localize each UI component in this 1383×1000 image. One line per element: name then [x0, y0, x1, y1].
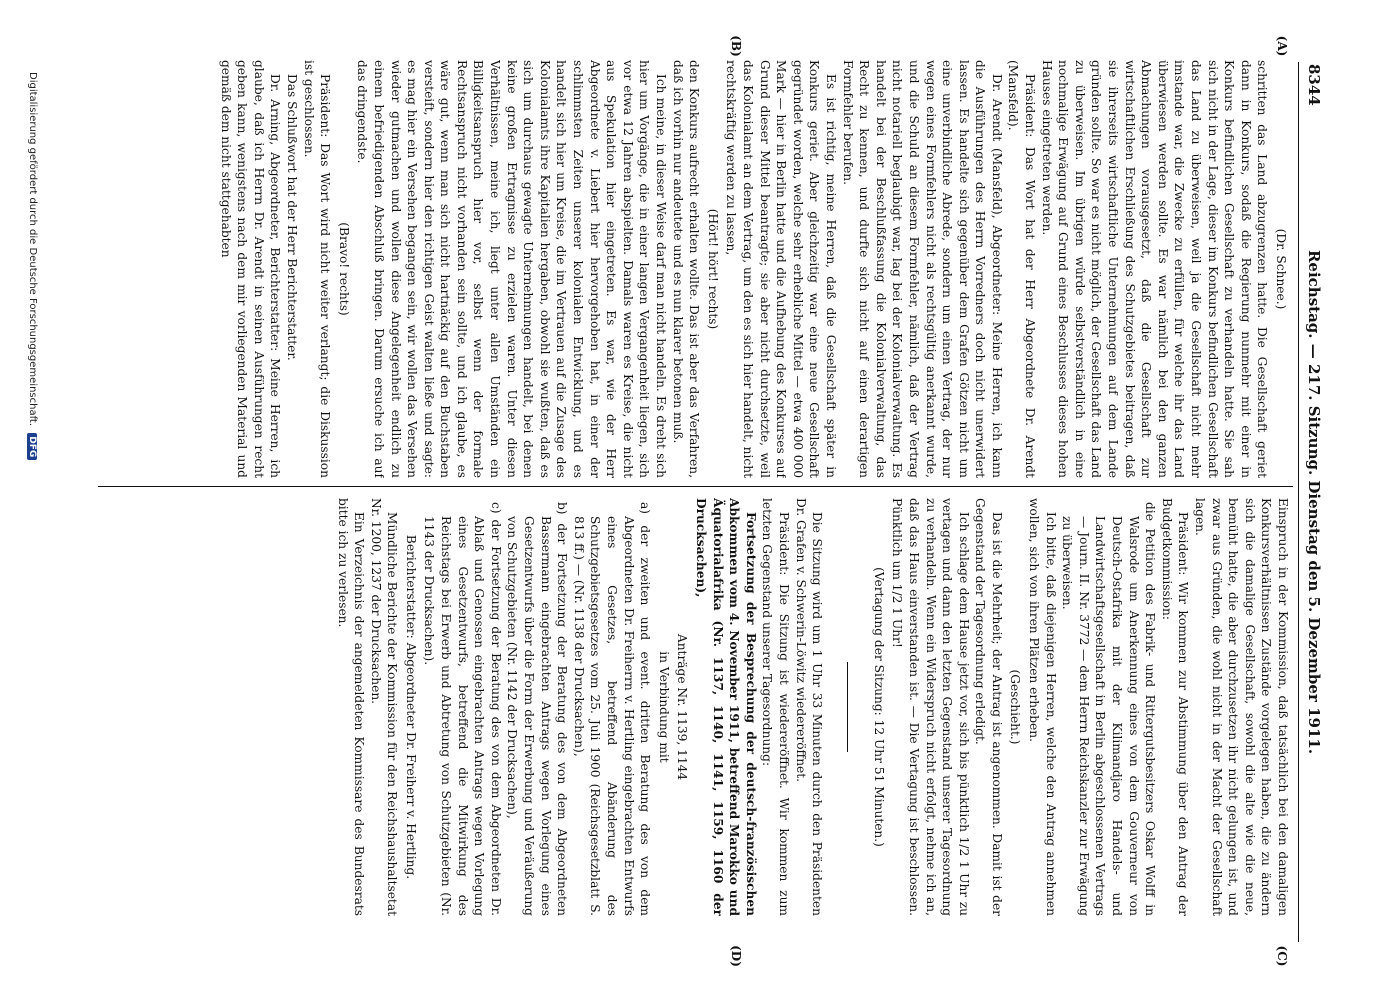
paragraph: Ich meine, in dieser Weise darf man nicht handeln. Es dreht sich hier um Vorgänge, die in einer langen Vergangenheit liegen, sich vor etwa 12 Jahren abspielten. Damals waren es Kreise, die nicht aus Spekulation hier eingetreten. Es war, wie der Herr Abgeordnete v. Liebert hier hervorgehoben hat, in einer der schlimmsten Zeiten unserer kolonialen Entwicklung, und es handelt sich hier um Kreise, die im Vertrauen auf die Zusage des Kolonialamts ihre Kapitalien hergaben, obwohl sie wußten, daß es sich um durchaus gewagte Unternehmungen handelt, bei denen keine großen Ertragnisse zu erzielen waren. Unter diesen Verhältnissen, meine ich, liegt unter allen Umständen ein Billigkeitsanspruch hier vor, selbst wenn der formale Rechtsanspruch nicht vorhanden sein sollte, und ich glaube, es wäre gut, wenn man sich nicht hartnäckig auf den Buchstaben versteift, sondern hier den richtigen Geist walten ließe und sagte: es mag hier ein Versehen begangen sein, wir wollen das Versehen wieder gutmachen und wollen diese Angelegenheit endlich zu einem befriedigenden Abschluß bringen. Darum ersuche ich auf das dringendste.	[355, 60, 669, 478]
agenda-subitem-c: c) der Fortsetzung der Beratung des von dem Abgeordneten Dr. Ablaß und Genossen eingebrachten Antrags wegen Vorlegung eines Gesetzentwurfs, betreffend die Mitwirkung des Reichstags bei Erwerb und Abtretung von Schutzgebieten (Nr. 1143 der Drucksachen).	[422, 502, 503, 916]
paragraph: Mündliche Berichte der Kommission für den Reichshaushaltsetat Nr. 1200, 1237 der Drucksachen.	[368, 498, 400, 916]
interjection: (Bravo! rechts)	[336, 222, 351, 316]
interjection: (Geschieht.)	[1008, 669, 1023, 745]
speaker-continuation: (Dr. Schnee.)	[1274, 228, 1288, 310]
president-statement: Präsident: Das Wort wird nicht weiter verlangt; die Diskussion ist geschlossen.	[301, 60, 333, 478]
margin-marker-c: (C)	[1275, 945, 1289, 967]
paragraph: Ein Verzeichnis der angemeldeten Kommissare des Bundesrats bitte ich zu verlesen.	[335, 498, 367, 916]
paragraph: Dr. Arendt (Mansfeld), Abgeordneter: Meine Herren, ich kann die Ausführungen des Herrn Vorredners doch nicht unerwidert lassen. Es handelte sich gegenüber dem Grafen Götzen nicht um eine unverbindliche Abrede, sondern um einen Vertrag, der nur wegen eines Formfehlers nicht als rechtsgültig anerkannt wurde, und die Schuld an diesem Formfehler, nämlich, daß der Vertrag nicht notariell beglaubigt war, lag bei der Kolonialverwaltung. Es handelt bei der Beschlußfassung die Kolonialverwaltung, das Recht zu kennen, und durfte sich nicht auf einen derartigen Formfehler berufen.	[840, 60, 1004, 478]
agenda-item: Fortsetzung der Besprechung der deutsch-französischen Abkommen vom 4. November 1911, betreffend Marokko und Äquatorialafrika (Nr. 1137, 1140, 1141, 1159, 1160 der Drucksachen),	[694, 498, 758, 916]
interjection: (Hört! hört! rechts)	[705, 208, 720, 330]
column-divider	[98, 486, 1293, 487]
agenda-subitem-a: a) der zweiten und event. dritten Beratung des von dem Abgeordneten Dr. Freiherrn v. Hertling eingebrachten Entwurfs eines Gesetzes, betreffend Abänderung des Schutzgebietsgesetzes vom 25. Juli 1900 (Reichsgesetzblatt S. 813 ff.) — (Nr. 1138 der Drucksachen),	[571, 502, 653, 916]
left-column	[96, 60, 1291, 478]
right-column	[96, 498, 1291, 916]
margin-marker-b: (B)	[729, 35, 743, 57]
paragraph: Die Sitzung wird um 1 Uhr 33 Minuten durch den Präsidenten Dr. Grafen v. Schwerin-Löwitz wiedereröffnet.	[793, 498, 825, 916]
margin-marker-a: (A)	[1275, 35, 1289, 57]
president-statement: Präsident: Die Sitzung ist wiedereröffnet. Wir kommen zum letzten Gegenstand unserer Tagesordnung:	[760, 498, 791, 916]
paragraph: Das ist die Mehrheit; der Antrag ist angenommen. Damit ist der Gegenstand der Tagesordnung erledigt.	[973, 498, 1004, 916]
agenda-subline: Anträge Nr. 1139, 1144	[675, 633, 690, 781]
agenda-subline: in Verbindung mit	[656, 651, 671, 763]
running-title: Reichstag. — 217. Sitzung. Dienstag den 5. Dezember 1911.	[1305, 249, 1323, 755]
dfg-logo: DFG	[27, 433, 37, 460]
president-statement: Präsident: Das Wort hat der Herr Abgeordnete Dr. Arendt (Mansfeld).	[1006, 60, 1038, 478]
adjournment-note: (Vertagung der Sitzung: 12 Uhr 51 Minuten.)	[871, 567, 886, 847]
paragraph: schritten das Land abzugrenzen hatte. Die Gesellschaft geriet dann in Konkurs, sodaß die Regierung nunmehr mit einer in Konkurs befindlichen Gesellschaft zu verhandeln hatte. Sie sah sich nicht in der Lage, dieser im Konkurs befindlichen Gesellschaft das Land zu überweisen, weil ja die Gesellschaft nicht mehr imstande war, die Zwecke zu erfüllen, für welche ihr das Land überwiesen werden sollte. Es war nämlich bei den ganzen Abmachungen vorausgesetzt, daß die Gesellschaft zur wirtschaftlichen Erschließung des Schutzgebietes beitragen, daß sie ihrerseits wirtschaftliche Unternehmungen auf dem Lande gründen sollte. So war es nicht möglich, der Gesellschaft das Land zu überweisen. Im übrigen würde selbstverständlich in eine nochmalige Erwägung auf Grund eines Beschlusses dieses hohen Hauses eingetreten werden.	[1039, 60, 1270, 478]
paragraph: Einspruch in der Kommission, daß tatsächlich bei den damaligen Konkursverhältnissen Zustände vorgelegen haben, die zu ändern sich die damalige Gesellschaft, sowohl die alte wie die neue, bemüht hatte, die aber durchzusetzen ihr nicht gelungen ist, und zwar aus Gründen, die wohl nicht in der Macht der Gesellschaft lagen.	[1193, 498, 1290, 916]
margin-marker-d: (D)	[729, 945, 743, 967]
paragraph: Dr. Arning, Abgeordneter, Berichterstatter: Meine Herren, ich glaube, daß ich Herrn Dr. Arendt in seinen Ausführungen recht geben kann, wenigstens nach dem mir vorliegenden Material und gemäß dem nicht stattgehabten	[218, 60, 283, 478]
rapporteur-line: Berichterstatter: Abgeordneter Dr. Freiherr v. Hertling.	[403, 534, 418, 880]
page-header	[1298, 62, 1325, 942]
president-statement: Präsident: Wir kommen zur Abstimmung über den Antrag der Budgetkommission:	[1159, 498, 1191, 916]
motion-text: die Petition des Fabrik- und Rittergutsbesitzers Oskar Wolff in Walsrode um Anerkennung eines von dem Gouverneur von Deutsch-Ostafrika mit der Kilimandjaro Handels- und Landwirtschaftsgesellschaft in Berlin abgeschlossenen Vertrags — Journ. II. Nr. 3772 — dem Herrn Reichskanzler zur Erwägung zu überweisen.	[1060, 502, 1158, 916]
paragraph: Ich schlage dem Hause jetzt vor, sich bis pünktlich 1/2 1 Uhr zu vertagen und dann den letzten Gegenstand unserer Tagesordnung zu verhandeln. Wenn ein Widerspruch nicht erfolgt, nehme ich an, daß das Haus einverstanden ist. — Die Vertagung ist beschlossen. Pünktlich um 1/2 1 Uhr!	[890, 498, 971, 916]
paragraph: Es ist richtig, meine Herren, daß die Gesellschaft später in Konkurs geriet. Aber gleichzeitig war eine neue Gesellschaft gegründet worden, welche sehr erhebliche Mittel — etwa 400 000 Mark — hier in Berlin hatte und die Aufhebung des Konkurses auf Grund dieser Mittel beantragte; sie aber nicht durchsetzte, weil das Kolonialamt an dem Vertrag, um den es sich hier handelt, nicht rechtskräftig werden zu lassen,	[724, 60, 838, 478]
section-rule	[847, 662, 848, 752]
digitization-credit	[27, 72, 38, 952]
paragraph: Das Schlußwort hat der Herr Berichterstatter.	[284, 74, 299, 361]
paragraph: den Konkurs aufrecht erhalten wollte. Das ist aber das Verfahren, daß ich vorhin nur andeutete und es nun klarer betonen muß.	[670, 60, 702, 478]
page-number: 8344	[1305, 64, 1323, 106]
agenda-subitem-b: b) der Fortsetzung der Beratung des von dem Abgeordneten Bassermann eingebrachten Antrags wegen Vorlegung eines Gesetzentwurfs über die Form der Erwerbung und Veräußerung von Schutzgebieten (Nr. 1142 der Drucksachen),	[505, 502, 570, 916]
credit-text: Digitalisierung gefördert durch die Deutsche Forschungsgemeinschaft.	[27, 72, 38, 427]
paragraph: Ich bitte, daß diejenigen Herren, welche den Antrag annehmen wollen, sich von ihren Plätzen erheben.	[1027, 498, 1058, 916]
